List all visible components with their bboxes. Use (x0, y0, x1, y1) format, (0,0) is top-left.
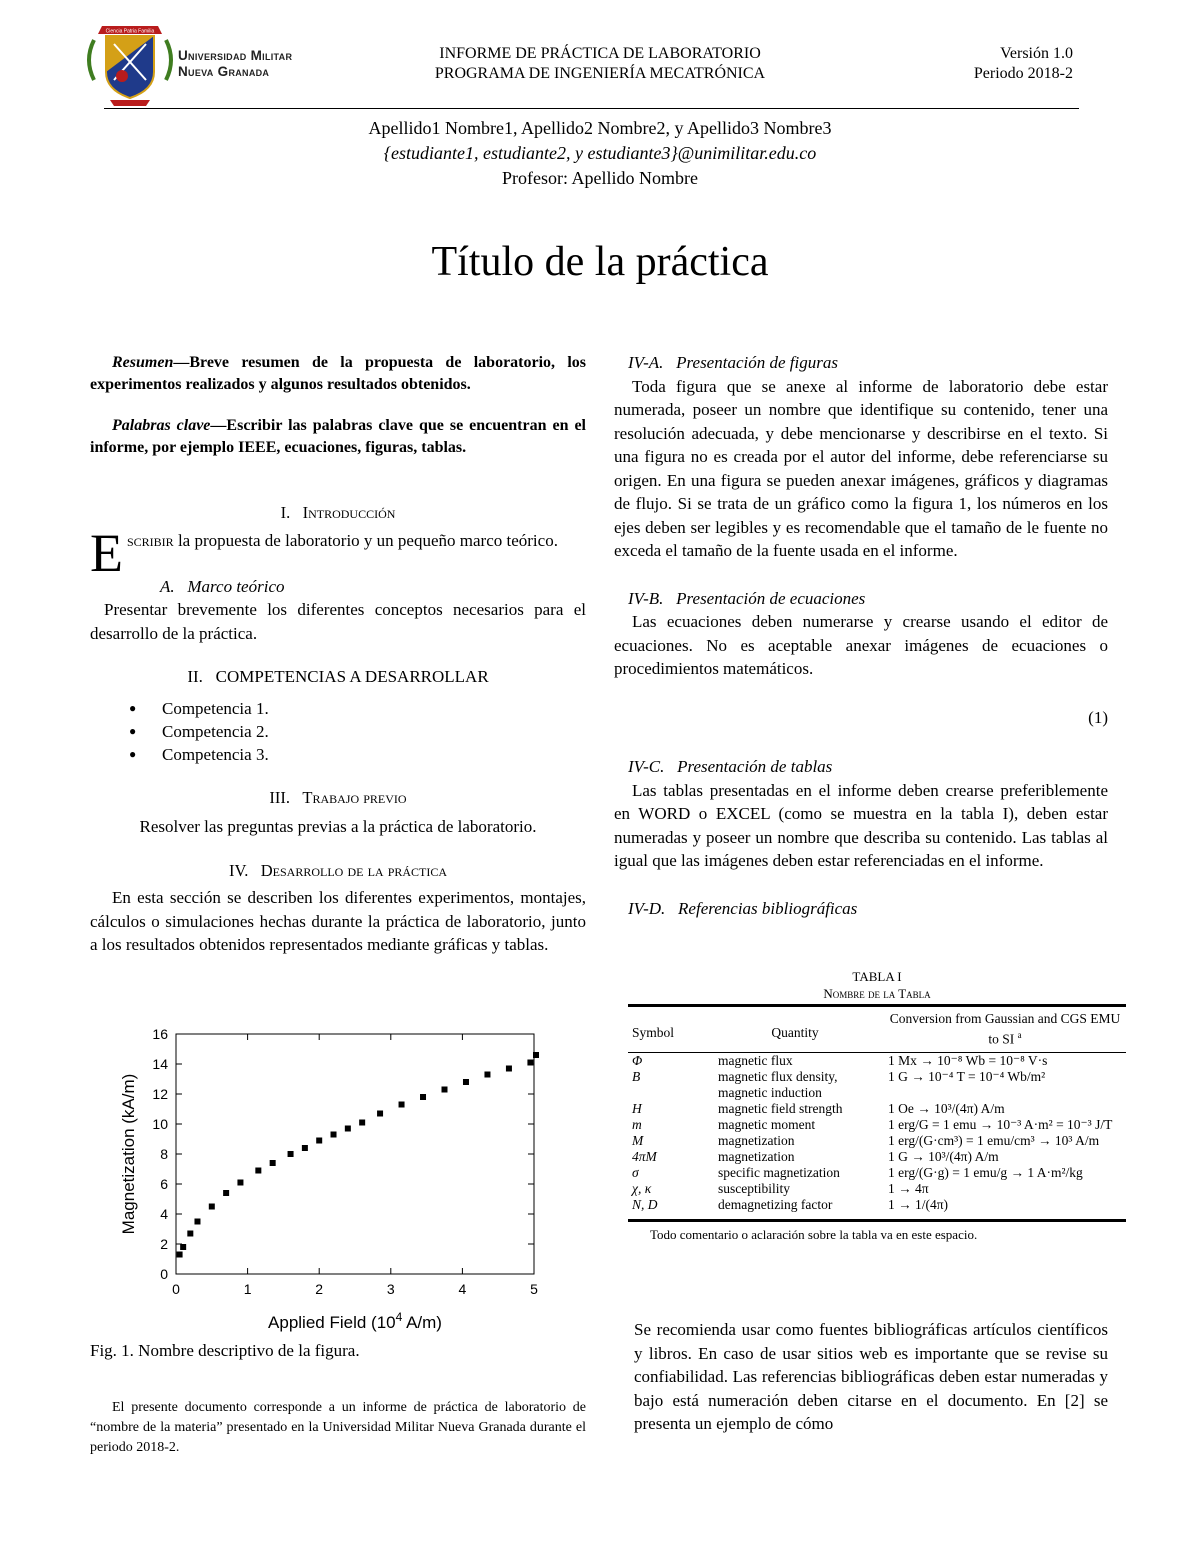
table-row (628, 1197, 1126, 1213)
section-2-heading (90, 665, 586, 689)
subsection-a-text: Presentar brevemente los diferentes conceptos necesarios para el desarrollo de la práctica. (90, 600, 586, 643)
table-cell-symbol: H (632, 1100, 642, 1116)
plot-frame (176, 1034, 534, 1274)
data-point (345, 1126, 351, 1132)
subsection-ivc-text: Las tablas presentadas en el informe deben crearse preferiblemente en WORD o EXCEL (como se muestra en la tabla I), deben estar numeradas y poseer un nombre que describa su contenido. Las tablas al igual que las imágenes deben estar referenciadas en el informe. (614, 780, 1108, 870)
intro-caps: scribir (127, 530, 174, 550)
table-name: Nombre de la Tabla (823, 986, 931, 1001)
table-cell-symbol: Φ (632, 1052, 643, 1068)
data-point (187, 1231, 193, 1237)
competencias-list (90, 697, 586, 766)
magnetization-chart (100, 1020, 560, 1340)
subsection-ivb-title: Presentación de ecuaciones (676, 588, 866, 608)
x-tick-label: 3 (386, 1281, 395, 1297)
y-tick-label: 8 (160, 1146, 168, 1162)
intro-text: la propuesta de laboratorio y un pequeño marco teórico. (173, 530, 558, 550)
conversion-table (628, 1007, 1126, 1213)
seal-banner-text: Ciencia Patria Familia (105, 28, 155, 35)
section-3-title: Trabajo previo (302, 787, 407, 807)
table-cell-symbol: N, D (632, 1196, 658, 1212)
data-point (302, 1145, 308, 1151)
figure-caption: Fig. 1. Nombre descriptivo de la figura. (90, 1341, 360, 1360)
section-1-heading (90, 501, 586, 525)
references-text: Se recomienda usar como fuentes bibliográficas artículos científicos y libros. En caso de usar sitios web es importante que se revise su confiabilidad. Las referencias bibliográficas deben estar numeradas y bajo está numeración deben citarse en el documento. En [2] se presenta un ejemplo de cómo (634, 1320, 1108, 1433)
section-3-number: III. (269, 787, 290, 807)
data-point (399, 1102, 405, 1108)
header-version (900, 44, 1073, 84)
y-tick-label: 2 (160, 1236, 168, 1252)
table-cell-symbol: B (632, 1068, 641, 1084)
left-column (90, 352, 586, 957)
data-point (442, 1087, 448, 1093)
table-cell-symbol: σ (632, 1164, 639, 1180)
table-cell-quantity: magnetization (718, 1132, 795, 1148)
footnote: El presente documento corresponde a un informe de práctica de laboratorio de “nombre de la materia” presentado en la Universidad Militar Nueva Granada durante el periodo 2018-2. (90, 1400, 586, 1455)
abstract (90, 352, 586, 396)
section-3-text: Resolver las preguntas previas a la práctica de laboratorio. (139, 817, 537, 836)
table-cell-quantity: magnetization (718, 1148, 795, 1164)
table-cell-quantity: magnetic flux (718, 1052, 793, 1068)
table-cell-conversion: 1 erg/G = 1 emu → 10⁻³ A·m² = 10⁻³ J/T (888, 1116, 1113, 1132)
section-1-number: I. (280, 503, 291, 522)
table-cell-conversion: 1 Oe → 10³/(4π) A/m (888, 1100, 1005, 1116)
section-4-number: IV. (228, 860, 249, 880)
subsection-iva-heading (614, 351, 1108, 375)
authors-block (200, 116, 1000, 191)
y-tick-label: 4 (160, 1206, 168, 1222)
equation-number: (1) (1088, 707, 1108, 727)
table-row (628, 1165, 1126, 1181)
table-row (628, 1181, 1126, 1197)
data-point (420, 1094, 426, 1100)
x-tick-label: 2 (315, 1281, 324, 1297)
subsection-ivd-title: Referencias bibliográficas (678, 898, 858, 918)
x-tick-label: 5 (530, 1281, 538, 1297)
section-2-title: COMPETENCIAS A DESARROLLAR (215, 667, 489, 686)
period-label: Periodo 2018-2 (973, 65, 1073, 82)
data-point (223, 1190, 229, 1196)
table-cell-conversion: 1 erg/(G·cm³) = 1 emu/cm³ → 10³ A/m (888, 1132, 1100, 1148)
table-header-quantity: Quantity (771, 1025, 819, 1041)
subsection-a-number: A. (160, 576, 175, 596)
section-2-number: II. (187, 667, 203, 686)
right-column (614, 351, 1108, 920)
subsection-iva-text: Toda figura que se anexe al informe de laboratorio debe estar numerada, poseer un nombre que identifique su contenido, tener una resolución adecuada, y debe mencionarse y describirse en el texto. Si una figura no es creada por el autor del informe, debe referenciarse su origen. En una figura se pueden anexar imágenes, gráficos y diagramas de flujo. Si se trata de un gráfico como la figura 1, los números en los ejes deben ser legibles y es recomendable que el tamaño de le fuente no exceda el tamaño de la fuente usada en el informe. (614, 376, 1108, 560)
intro-drop-cap: E (90, 522, 123, 583)
table-cell-symbol: 4πM (632, 1148, 657, 1164)
table-cell-conversion: 1 G → 10⁻⁴ T = 10⁻⁴ Wb/m² (888, 1068, 1046, 1084)
table-header-row (628, 1007, 1126, 1052)
data-point (255, 1168, 261, 1174)
x-axis-label: Applied Field ($10^4$ A/m) (268, 1310, 442, 1332)
data-point (177, 1252, 183, 1258)
header-title (300, 44, 900, 84)
keywords (90, 415, 586, 459)
table-header-footnote-mark: a (1017, 1030, 1022, 1040)
data-point (180, 1244, 186, 1250)
subsection-ivd-heading (614, 897, 1108, 921)
table-cell-conversion: 1 erg/(G·g) = 1 emu/g → 1 A·m²/kg (888, 1164, 1083, 1180)
data-point (506, 1066, 512, 1072)
table-row (628, 1101, 1126, 1117)
y-tick-label: 10 (152, 1116, 168, 1132)
data-point (533, 1052, 539, 1058)
university-line-1: Universidad Militar (178, 48, 293, 63)
abstract-text: —Breve resumen de la propuesta de laboratorio, los experimentos realizados y algunos resultados obtenidos. (90, 354, 586, 393)
table-cell-conversion: 1 Mx → 10⁻⁸ Wb = 10⁻⁸ V·s (888, 1052, 1048, 1068)
x-tick-label: 4 (458, 1281, 467, 1297)
subsection-ivc-number: IV-C. (628, 757, 665, 776)
data-point (209, 1204, 215, 1210)
subsection-a-title: Marco teórico (187, 576, 285, 596)
table-row (628, 1069, 1126, 1101)
data-point (377, 1111, 383, 1117)
table-cell-symbol: χ, κ (632, 1180, 652, 1196)
data-point (194, 1219, 200, 1225)
table-1 (628, 968, 1126, 1243)
data-point (331, 1132, 337, 1138)
subsection-ivb-number: IV-B. (628, 588, 664, 608)
data-point (527, 1060, 533, 1066)
keywords-text: —Escribir las palabras clave que se encuentran en el informe, por ejemplo IEEE, ecuaciones, figuras, tablas. (90, 417, 587, 456)
table-label: TABLA I (852, 969, 902, 984)
section-4-text: En esta sección se describen los diferentes experimentos, montajes, cálculos o simulaciones hechas durante la práctica de laboratorio, junto a los resultados obtenidos representados mediante gráficas y tablas. (90, 888, 586, 954)
table-header-conversion-text: Conversion from Gaussian and CGS EMU to SI (889, 1011, 1121, 1047)
table-cell-symbol: M (632, 1132, 644, 1148)
competencia-item: ● Competencia 1. (162, 697, 586, 720)
y-tick-label: 16 (152, 1026, 168, 1042)
header-title-line-2: PROGRAMA DE INGENIERÍA MECATRÓNICA (434, 65, 766, 82)
section-3-heading (90, 786, 586, 810)
table-cell-conversion: 1 → 1/(4π) (888, 1196, 949, 1212)
university-line-2: Nueva Granada (178, 64, 270, 79)
header-divider (104, 108, 1079, 109)
table-cell-quantity: susceptibility (718, 1180, 790, 1196)
table-cell-quantity: magnetic moment (718, 1116, 816, 1132)
table-cell-quantity: specific magnetization (718, 1164, 840, 1180)
subsection-iva-number: IV-A. (628, 353, 664, 372)
data-point (484, 1072, 490, 1078)
professor-name: Profesor: Apellido Nombre (502, 168, 698, 188)
table-header-symbol: Symbol (632, 1025, 675, 1041)
page-title: Título de la práctica (431, 239, 769, 285)
abstract-label: Resumen (112, 354, 174, 371)
section-4-heading (90, 859, 586, 883)
table-cell-quantity: demagnetizing factor (718, 1196, 833, 1212)
y-tick-label: 6 (160, 1176, 168, 1192)
subsection-ivb-text: Las ecuaciones deben numerarse y crearse usando el editor de ecuaciones. No es aceptable anexar imágenes de ecuaciones o procedimientos matemáticos. (614, 612, 1108, 678)
intro-paragraph (90, 522, 586, 583)
table-row (628, 1149, 1126, 1165)
table-row (628, 1133, 1126, 1149)
university-seal-icon (80, 20, 180, 110)
table-cell-quantity: magnetic flux density, magnetic induction (718, 1068, 838, 1100)
university-name (178, 48, 292, 80)
subsection-ivc-title: Presentación de tablas (677, 757, 833, 776)
competencia-item: ● Competencia 3. (162, 743, 586, 766)
table-header-conversion (884, 1007, 1126, 1052)
table-row (628, 1117, 1126, 1133)
competencia-item: ● Competencia 2. (162, 720, 586, 743)
table-note: Todo comentario o aclaración sobre la tabla va en este espacio. (650, 1226, 978, 1242)
table-row (628, 1053, 1126, 1069)
data-point (316, 1138, 322, 1144)
section-4-title: Desarrollo de la práctica (260, 860, 448, 880)
subsection-ivc-heading (614, 755, 1108, 779)
header-title-line-1: INFORME DE PRÁCTICA DE LABORATORIO (439, 45, 761, 62)
data-point (237, 1180, 243, 1186)
data-point (463, 1079, 469, 1085)
y-tick-label: 12 (152, 1086, 168, 1102)
y-tick-label: 14 (152, 1056, 168, 1072)
subsection-ivd-number: IV-D. (628, 898, 666, 918)
x-tick-label: 1 (243, 1281, 252, 1297)
y-tick-label: 0 (160, 1266, 168, 1282)
table-cell-quantity: magnetic field strength (718, 1100, 843, 1116)
version-label: Versión 1.0 (1000, 45, 1073, 62)
table-cell-conversion: 1 → 4π (888, 1180, 929, 1196)
author-names: Apellido1 Nombre1, Apellido2 Nombre2, y Apellido3 Nombre3 (368, 118, 832, 138)
subsection-iva-title: Presentación de figuras (676, 353, 838, 372)
data-point (270, 1160, 276, 1166)
keywords-label: Palabras clave (112, 417, 211, 434)
subsection-ivb-heading (614, 587, 1108, 611)
table-cell-conversion: 1 G → 10³/(4π) A/m (888, 1148, 999, 1164)
data-point (288, 1151, 294, 1157)
data-point (359, 1120, 365, 1126)
x-tick-label: 0 (172, 1281, 180, 1297)
subsection-a-heading (90, 575, 586, 599)
author-emails: {estudiante1, estudiante2, y estudiante3}@unimilitar.edu.co (383, 143, 817, 163)
section-1-title: Introducción (302, 503, 396, 522)
y-axis-label: Magnetization (kA/m) (119, 1073, 138, 1235)
table-cell-symbol: m (632, 1116, 642, 1132)
